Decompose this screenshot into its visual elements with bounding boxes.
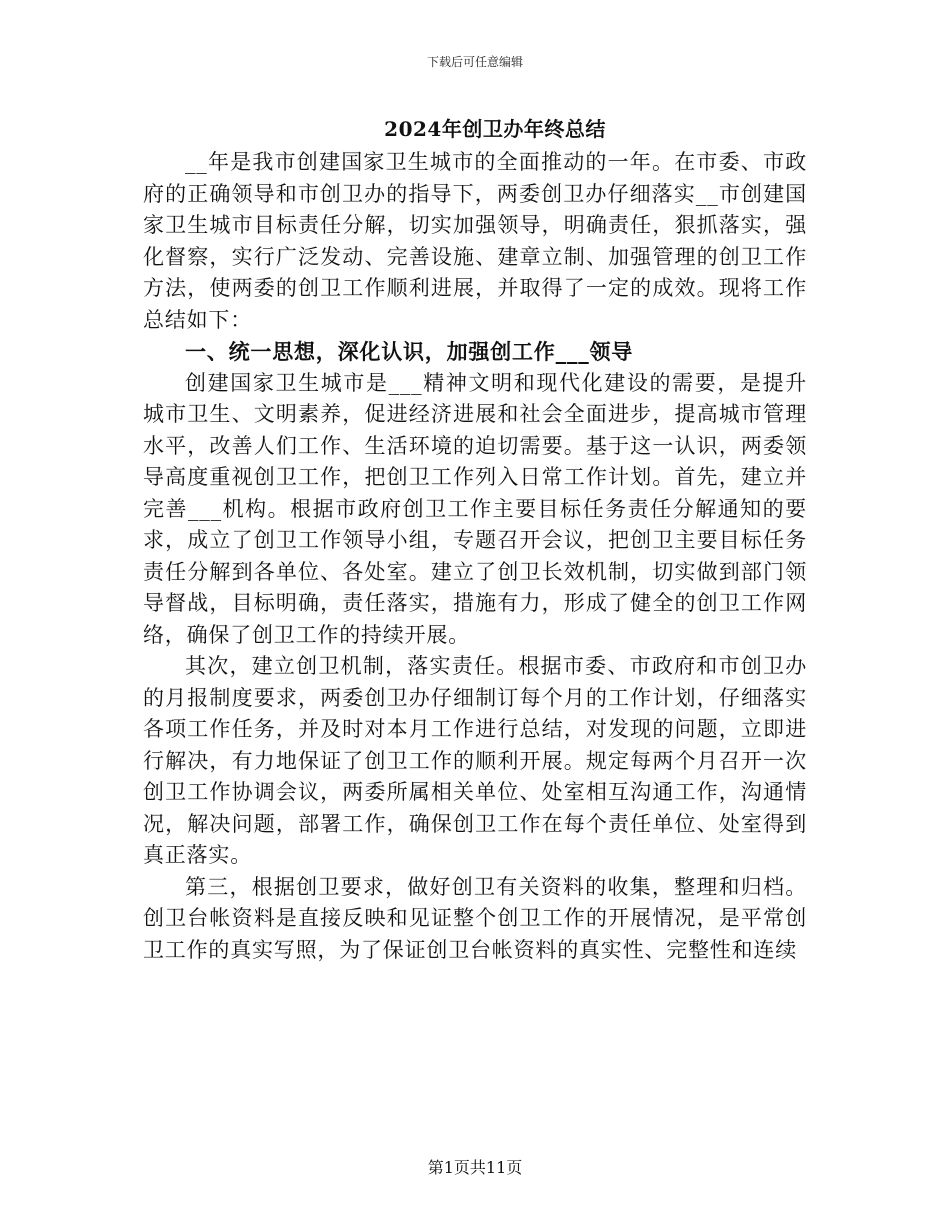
- paragraph-second-point: 其次，建立创卫机制，落实责任。根据市委、市政府和市创卫办的月报制度要求，两委创卫办仔细制订每个月的工作计划，仔细落实各项工作任务，并及时对本月工作进行总结，对发现的问题，立即进行解决，有力地保证了创卫工作的顺利开展。规定每两个月召开一次创卫工作协调会议，两委所属相关单位、处室相互沟通工作，沟通情况，解决问题，部署工作，确保创卫工作在每个责任单位、处室得到真正落实。: [143, 654, 807, 867]
- page-number-footer: 第1页共11页: [427, 1158, 523, 1177]
- document-title: 2024年创卫办年终总结: [384, 117, 606, 141]
- section-heading-1: 一、统一思想，深化认识，加强创工作___领导: [185, 339, 634, 364]
- paragraph-intro: __年是我市创建国家卫生城市的全面推动的一年。在市委、市政府的正确领导和市创卫办的指导下，两委创卫办仔细落实__市创建国家卫生城市目标责任分解，切实加强领导，明确责任，狠抓落实，强化督察，实行广泛发动、完善设施、建章立制、加强管理的创卫工作方法，使两委的创卫工作顺利进展，并取得了一定的成效。现将工作总结如下：: [143, 150, 807, 332]
- page-header-note: 下载后可任意编辑: [426, 55, 523, 69]
- paragraph-section1-body: 创建国家卫生城市是___精神文明和现代化建设的需要，是提升城市卫生、文明素养，促进经济进展和社会全面进步，提高城市管理水平，改善人们工作、生活环境的迫切需要。基于这一认识，两委领导高度重视创卫工作，把创卫工作列入日常工作计划。首先，建立并完善___机构。根据市政府创卫工作主要目标任务责任分解通知的要求，成立了创卫工作领导小组，专题召开会议，把创卫主要目标任务责任分解到各单位、各处室。建立了创卫长效机制，切实做到部门领导督战，目标明确，责任落实，措施有力，形成了健全的创卫工作网络，确保了创卫工作的持续开展。: [143, 370, 807, 647]
- document-body: [143, 147, 807, 966]
- paragraph-third-point: 第三，根据创卫要求，做好创卫有关资料的收集，整理和归档。创卫台帐资料是直接反映和见证整个创卫工作的开展情况，是平常创卫工作的真实写照，为了保证创卫台帐资料的真实性、完整性和连续: [143, 874, 807, 962]
